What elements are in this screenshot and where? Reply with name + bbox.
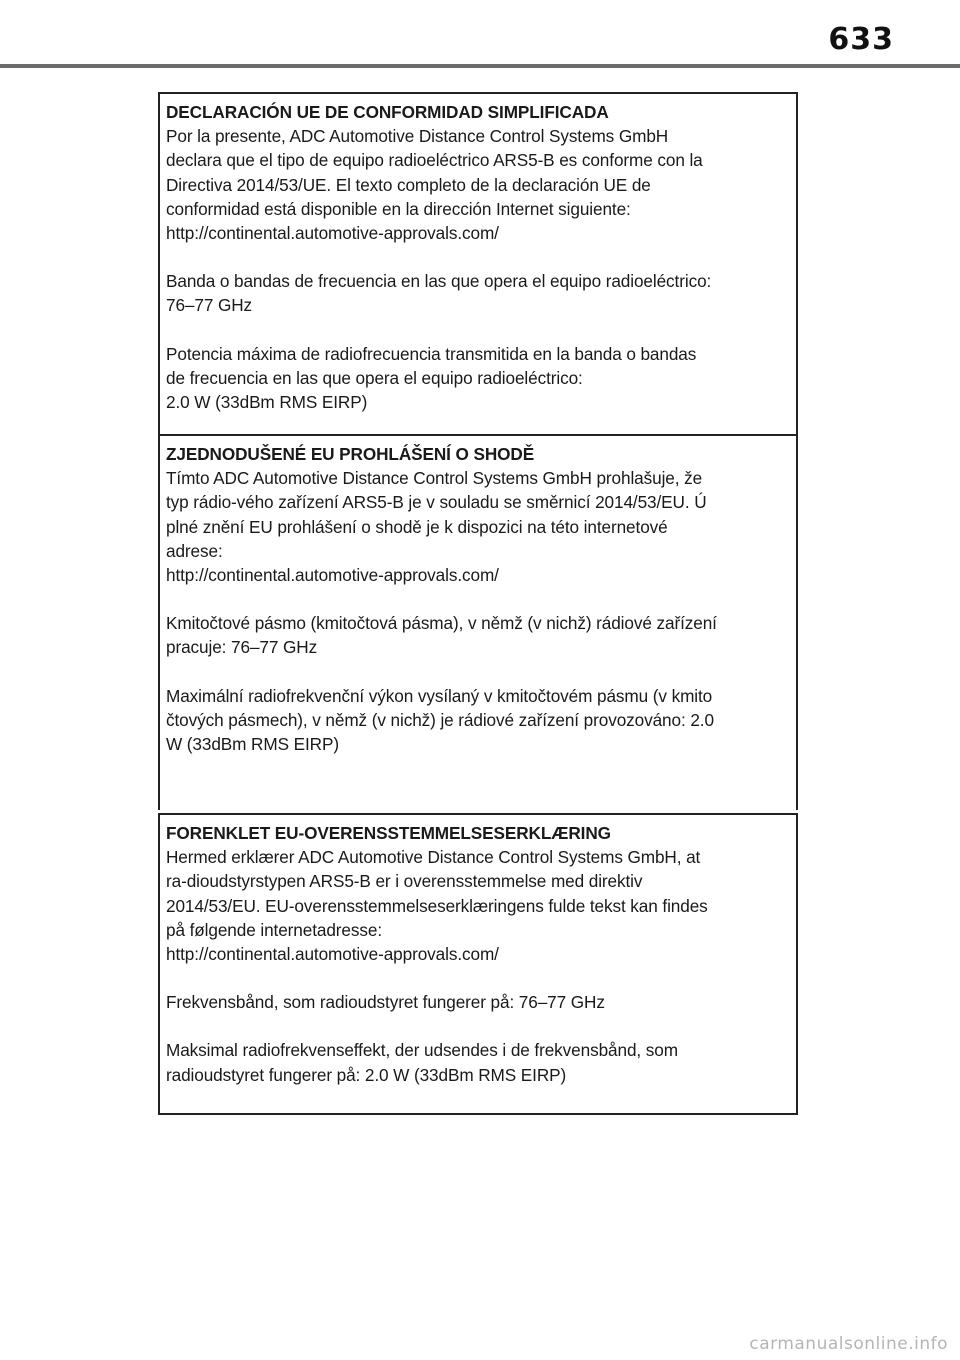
text-line: Hermed erklærer ADC Automotive Distance Control Systems GmbH, at — [166, 847, 701, 868]
text-line: 2014/53/EU. EU-overensstemmelseserklæringens fulde tekst kan findes — [166, 895, 708, 916]
declaration-intro-cs — [166, 466, 792, 587]
text-line: Maksimal radiofrekvenseffekt, der udsendes i de frekvensbånd, som — [166, 1040, 678, 1061]
text-line: 2.0 W (33dBm RMS EIRP) — [166, 392, 368, 413]
text-line: Maximální radiofrekvenční výkon vysílaný v kmitočtovém pásmu (v kmito — [166, 685, 713, 706]
text-line: Tímto ADC Automotive Distance Control Systems GmbH prohlašuje, že — [166, 468, 703, 489]
max-power-cs — [166, 684, 792, 757]
max-power-da — [166, 1038, 792, 1086]
text-line: Banda o bandas de frecuencia en las que opera el equipo radioeléctrico: — [166, 271, 712, 292]
header-divider — [0, 64, 960, 68]
declaration-heading-es: DECLARACIÓN UE DE CONFORMIDAD SIMPLIFICADA — [166, 102, 609, 122]
text-line: Kmitočtové pásmo (kmitočtová pásma), v němž (v nichž) rádiové zařízení — [166, 613, 717, 634]
declaration-box-cs — [158, 434, 798, 810]
text-line: Potencia máxima de radiofrecuencia transmitida en la banda o bandas — [166, 343, 697, 364]
text-line: Directiva 2014/53/UE. El texto completo de la declaración UE de — [166, 174, 651, 195]
frequency-band-es — [166, 269, 792, 317]
text-line: 76–77 GHz — [166, 295, 253, 316]
text-line: de frecuencia en las que opera el equipo radioeléctrico: — [166, 367, 583, 388]
text-line: čtových pásmech), v němž (v nichž) je rádiové zařízení provozováno: 2.0 — [166, 709, 714, 730]
declaration-intro-da — [166, 845, 792, 966]
text-line: conformidad está disponible en la dirección Internet siguiente: — [166, 198, 631, 219]
text-line: Frekvensbånd, som radioudstyret fungerer på: 76–77 GHz — [166, 992, 605, 1013]
text-line: typ rádio-vého zařízení ARS5-B je v souladu se směrnicí 2014/53/EU. Ú — [166, 492, 707, 513]
declaration-box-da — [158, 813, 798, 1115]
approval-url: http://continental.automotive-approvals.com/ — [166, 565, 499, 586]
page-number: 633 — [828, 22, 894, 57]
declaration-box-es — [158, 92, 798, 436]
max-power-es — [166, 342, 792, 415]
declaration-heading-cs: ZJEDNODUŠENÉ EU PROHLÁŠENÍ O SHODĚ — [166, 444, 535, 464]
text-line: W (33dBm RMS EIRP) — [166, 734, 339, 755]
frequency-band-da — [166, 990, 792, 1014]
text-line: på følgende internetadresse: — [166, 919, 383, 940]
text-line: pracuje: 76–77 GHz — [166, 637, 318, 658]
text-line: Por la presente, ADC Automotive Distance Control Systems GmbH — [166, 126, 669, 147]
text-line: ra-dioudstyrstypen ARS5-B er i overensstemmelse med direktiv — [166, 871, 643, 892]
declaration-heading-da: FORENKLET EU-OVERENSSTEMMELSESERKLÆRING — [166, 823, 611, 843]
text-line: plné znění EU prohlášení o shodě je k dispozici na této internetové — [166, 516, 668, 537]
approval-url: http://continental.automotive-approvals.com/ — [166, 944, 499, 965]
declaration-intro-es — [166, 124, 792, 245]
text-line: adrese: — [166, 540, 223, 561]
approval-url: http://continental.automotive-approvals.com/ — [166, 223, 499, 244]
text-line: declara que el tipo de equipo radioeléctrico ARS5-B es conforme con la — [166, 150, 703, 171]
frequency-band-cs — [166, 611, 792, 659]
text-line: radioudstyret fungerer på: 2.0 W (33dBm RMS EIRP) — [166, 1064, 567, 1085]
watermark: carmanualsonline.info — [749, 1334, 948, 1354]
